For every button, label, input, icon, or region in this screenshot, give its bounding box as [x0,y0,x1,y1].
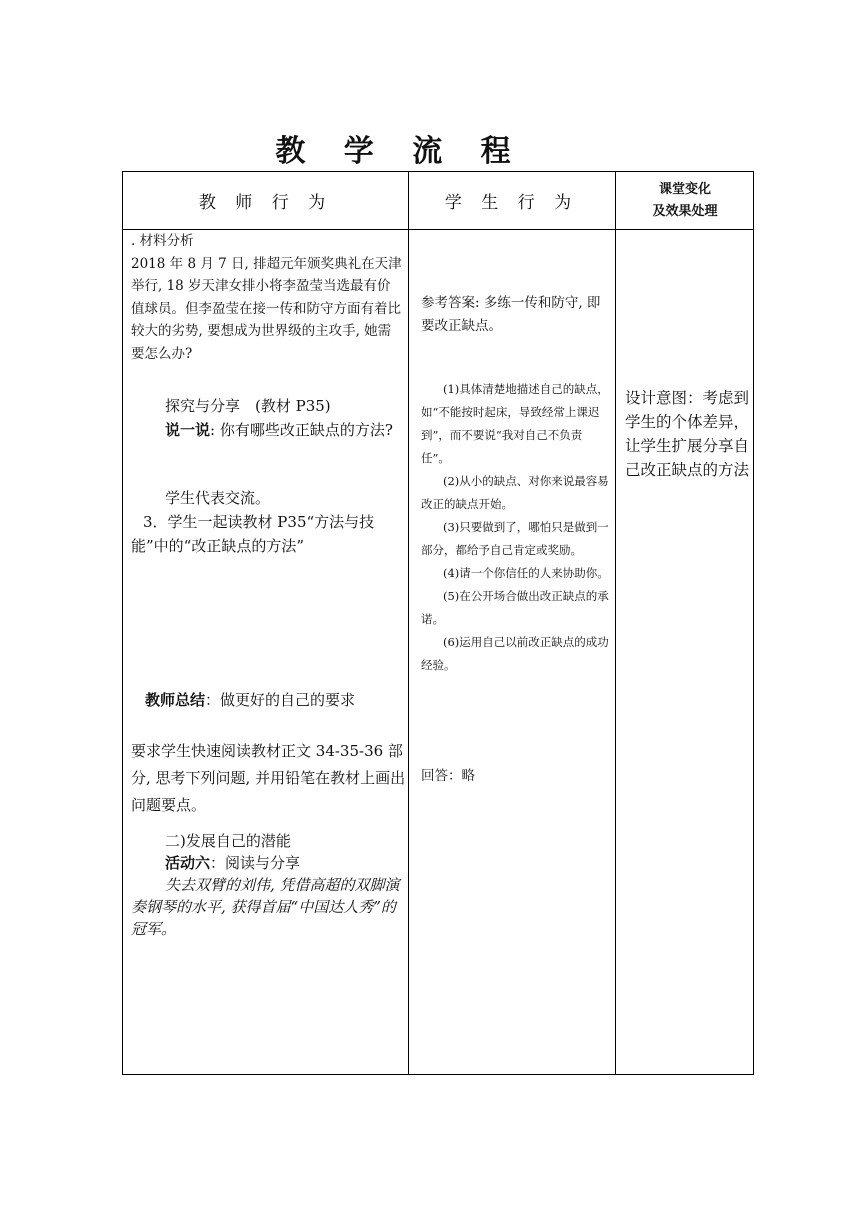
activity-label: 活动六 [165,854,211,872]
explore-heading: 探究与分享 (教材 P35) [165,397,331,415]
header-class-change-line2: 及效果处理 [652,203,718,219]
say-question [131,418,403,442]
activity-text: ：阅读与分享 [210,854,301,872]
read-together: 3．学生一起读教材 P35“方法与技能”中的“改正缺点的方法” [131,513,375,555]
header-class-change-line1: 课堂变化 [658,181,711,197]
header-class-change [615,172,755,229]
header-teacher-behavior: 教 师 行 为 [198,193,333,213]
method-item: (4)请一个你信任的人来协助你。 [443,566,609,580]
method-item: (1)具体清楚地描述自己的缺点，如“不能按时起床，导致经常上课迟到”，而不要说“我对自己不负责任”。 [421,382,609,465]
material-analysis [131,230,403,365]
column-divider [408,172,409,1074]
student-answer: 回答：略 [421,768,475,784]
header-student-behavior: 学 生 行 为 [444,193,579,213]
method-item: (6)运用自己以前改正缺点的成功经验。 [421,635,609,672]
material-text: 2018 年 8 月 7 日, 排超元年颁奖典礼在天津举行, 18 岁天津女排小将李盈莹当选最有价值球员。但李盈莹在接一传和防守方面有着比较大的劣势, 要想成为世界级的主攻手, 她需要怎么办? [131,255,402,362]
method-item: (2)从小的缺点、对你来说最容易改正的缺点开始。 [421,474,609,511]
activity-six [131,852,403,874]
student-exchange-block [131,486,403,558]
develop-potential-block [131,830,403,940]
method-item: (3)只要做到了，哪怕只是做到一部分，都给予自己肯定或奖励。 [421,520,609,557]
section-two-heading: 二)发展自己的潜能 [165,832,291,850]
quick-read-instruction: 要求学生快速阅读教材正文 34-35-36 部分, 思考下列问题, 并用铅笔在教材上画出问题要点。 [131,742,406,814]
liu-wei-story: 失去双臂的刘伟, 凭借高超的双脚演奏钢琴的水平, 获得首届“中国达人秀”的冠军。 [131,876,400,938]
explore-share-block [131,394,403,442]
summary-label: 教师总结 [145,691,206,709]
reference-answer: 参考答案: 多练一传和防守, 即要改正缺点。 [421,295,601,334]
page-title: 教 学 流 程 [275,134,525,169]
method-item: (5)在公开场合做出改正缺点的承诺。 [421,589,609,626]
say-text: : 你有哪些改正缺点的方法? [210,421,393,439]
column-divider [615,172,616,1074]
lesson-flow-table [122,171,754,1075]
teacher-summary [145,688,407,712]
design-intent: 设计意图：考虑到学生的个体差异，让学生扩展分享自己改正缺点的方法 [625,389,750,479]
summary-text: ：做更好的自己的要求 [205,691,356,709]
student-rep: 学生代表交流。 [165,489,271,507]
methods-list [421,378,611,677]
say-label: 说一说 [165,421,211,439]
material-heading: . 材料分析 [131,233,194,249]
